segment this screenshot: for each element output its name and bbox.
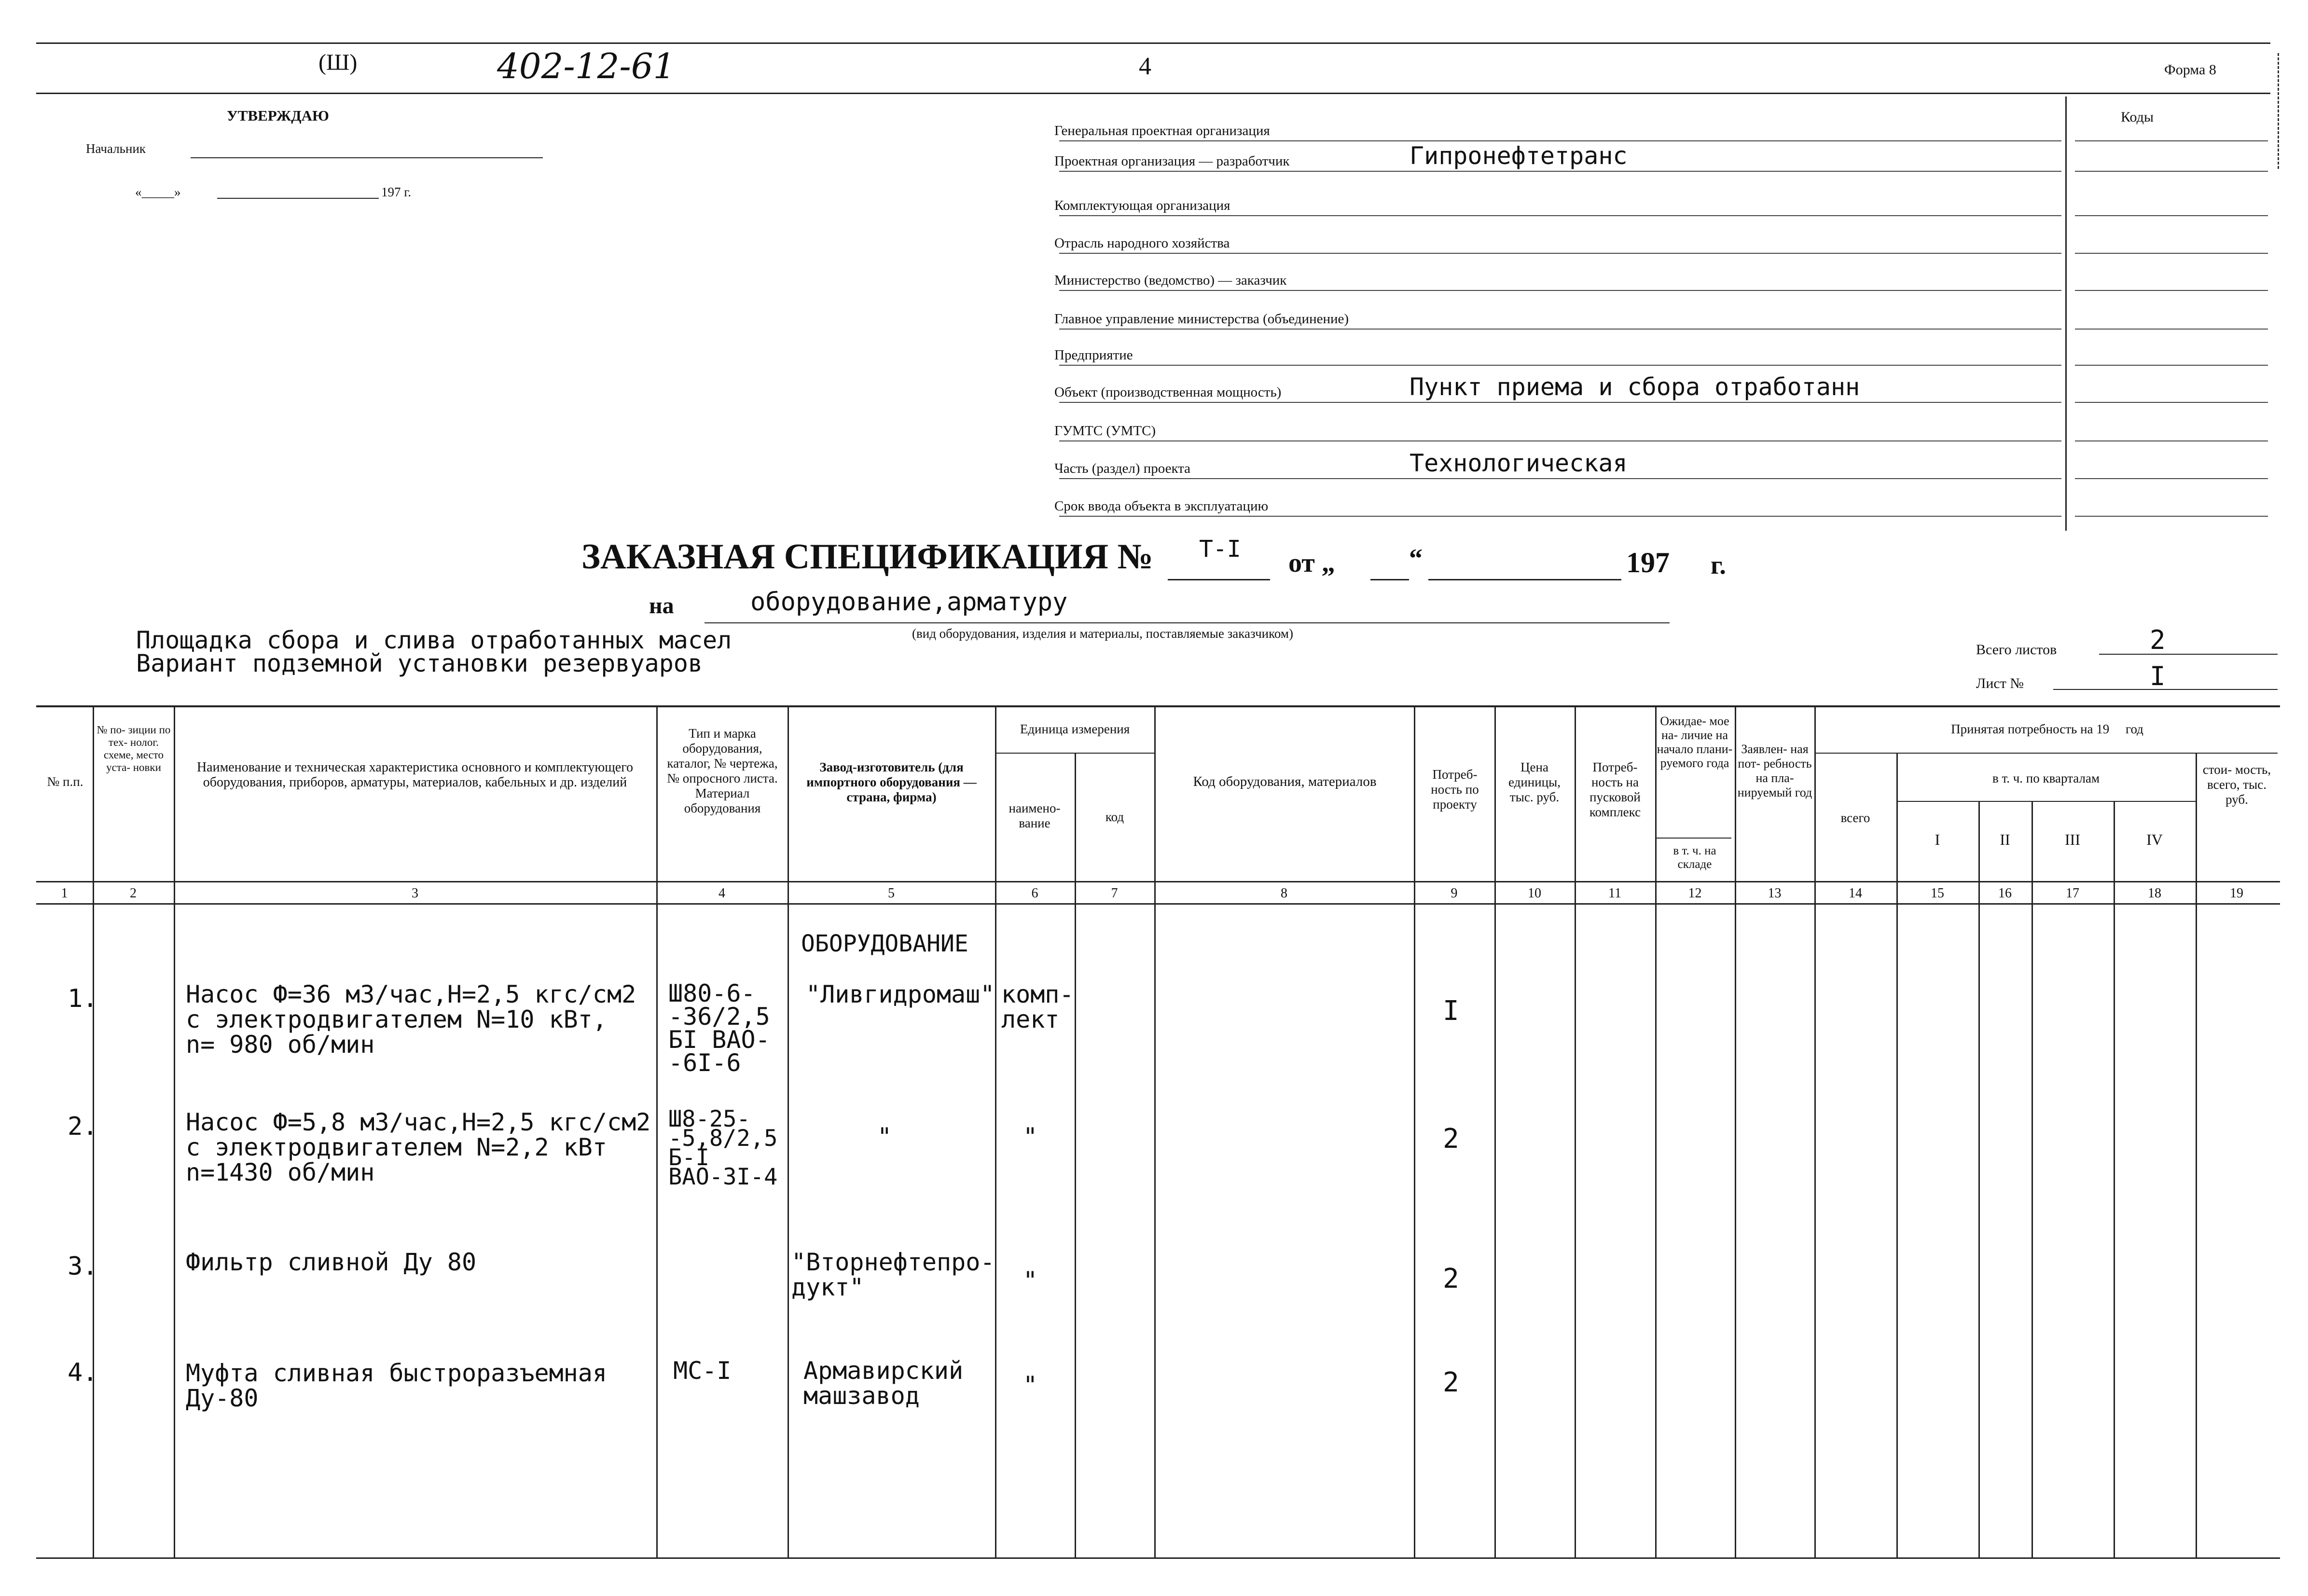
item-maker: " <box>877 1123 892 1151</box>
col-header-11: Потреб- ность на пусковой комплекс <box>1589 760 1641 819</box>
page-number: 4 <box>1139 53 1151 80</box>
column-number: 9 <box>1451 886 1458 901</box>
col-header-14: всего <box>1840 811 1870 825</box>
item-name: Насос Ф=5,8 м3/час,Н=2,5 кгс/см2 с электродвигателем N=2,2 кВт n=1430 об/мин <box>186 1108 651 1186</box>
sheet-mark: (Ш) <box>318 50 358 75</box>
col-header-19: стои- мость, всего, тыс. руб. <box>2202 762 2271 807</box>
code-line <box>2075 402 2268 403</box>
col-line-12 <box>1735 705 1736 1557</box>
item-qty: 2 <box>1443 1367 1459 1398</box>
item-maker: "Вторнефтепро- дукт" <box>791 1248 995 1301</box>
org-field-label: Комплектующая организация <box>1054 198 1230 213</box>
spec-month-line <box>1428 579 1621 580</box>
spec-subject-note: (вид оборудования, изделия и материалы, поставляемые заказчиком) <box>912 626 1293 641</box>
item-name: Насос Ф=36 м3/час,Н=2,5 кгс/см2 с электродвигателем N=10 кВт, n= 980 об/мин <box>186 980 636 1059</box>
code-line <box>2075 365 2268 366</box>
table-top-rule <box>36 705 2280 707</box>
col-line-5 <box>995 705 996 1557</box>
column-number: 1 <box>61 886 68 901</box>
col-header-12: Ожидае- мое на- личие на начало плани- руемого года <box>1657 714 1733 770</box>
col-header-2: № по- зиции по тех- нолог. схеме, место уста- новки <box>97 724 171 773</box>
quarters-group-rule <box>1896 801 2196 802</box>
org-field-label: Срок ввода объекта в эксплуатацию <box>1054 498 1269 514</box>
sheet-value: I <box>2150 661 2166 691</box>
col-line-10 <box>1575 705 1576 1557</box>
codes-header: Коды <box>2121 109 2154 125</box>
column-number: 19 <box>2230 886 2243 901</box>
org-field-line <box>1059 478 2061 479</box>
total-sheets-value: 2 <box>2150 625 2166 655</box>
col-header-7: код <box>1105 810 1124 824</box>
col-header-13: Заявлен- ная пот- ребность на пла- нируемый год <box>1737 742 1812 799</box>
sheet-label: Лист № <box>1976 675 2024 691</box>
item-type: Ш80-6- -36/2,5 БI ВАО- -6I-6 <box>668 979 770 1077</box>
form-label: Форма 8 <box>2164 62 2216 78</box>
org-field-value: Гипронефтетранс <box>1407 142 1631 170</box>
col-line-13 <box>1814 705 1816 1557</box>
column-number: 11 <box>1608 886 1621 901</box>
margin-dash <box>2278 53 2279 169</box>
col-header-16: II <box>2000 831 2010 848</box>
accepted-group-header: Принятая потребность на 19 год <box>1951 722 2143 736</box>
column-number: 12 <box>1688 886 1702 901</box>
column-number: 6 <box>1031 886 1038 901</box>
item-unit: " <box>1023 1371 1038 1399</box>
column-number: 3 <box>412 886 418 901</box>
org-field-line <box>1059 140 2061 141</box>
row-number: 1. <box>68 984 98 1013</box>
col-header-10: Цена единицы, тыс. руб. <box>1508 760 1561 804</box>
column-number: 16 <box>1998 886 2012 901</box>
spec-number-line <box>1168 579 1270 580</box>
item-type: МС-I <box>673 1357 732 1385</box>
col-line-7 <box>1154 705 1156 1557</box>
chief-label: Начальник <box>86 141 146 156</box>
column-number: 10 <box>1528 886 1541 901</box>
org-field-label: Предприятие <box>1054 347 1133 363</box>
row-number: 4. <box>68 1358 98 1387</box>
approve-date-line <box>217 198 379 199</box>
col-header-4: Тип и марка оборудования, каталог, № чертежа, № опросного листа. Материал оборудования <box>667 726 778 815</box>
col-line-16 <box>2032 801 2033 1557</box>
spec-g: г. <box>1711 550 1726 579</box>
top-rule <box>36 42 2270 44</box>
spec-title: ЗАКАЗНАЯ СПЕЦИФИКАЦИЯ № <box>581 537 1153 577</box>
org-field-line <box>1059 329 2061 330</box>
column-number: 5 <box>888 886 895 901</box>
item-name: Муфта сливная быстроразъемная Ду-80 <box>186 1359 607 1412</box>
column-number: 7 <box>1111 886 1118 901</box>
row-number: 2. <box>68 1112 98 1141</box>
org-field-line <box>1059 171 2061 172</box>
spec-year: 197 <box>1626 547 1670 578</box>
col-line-9 <box>1494 705 1496 1557</box>
item-type: Ш8-25- -5,8/2,5 Б-I ВАО-3I-4 <box>668 1106 778 1190</box>
col-header-12b: в т. ч. на складе <box>1673 844 1716 871</box>
org-field-label: Объект (производственная мощность) <box>1054 385 1282 400</box>
codes-divider <box>2065 96 2067 531</box>
org-field-line <box>1059 516 2061 517</box>
item-unit: " <box>1023 1123 1038 1151</box>
column-number: 8 <box>1281 886 1287 901</box>
c12-split-rule <box>1655 838 1731 839</box>
column-number: 17 <box>2066 886 2079 901</box>
org-field-label: Главное управление министерства (объединение) <box>1054 311 1349 327</box>
item-qty: 2 <box>1443 1263 1459 1294</box>
org-field-line <box>1059 440 2061 441</box>
org-field-label: ГУМТС (УМТС) <box>1054 423 1156 439</box>
column-number: 15 <box>1931 886 1944 901</box>
col-header-8: Код оборудования, материалов <box>1193 774 1377 789</box>
org-field-label: Генеральная проектная организация <box>1054 123 1270 138</box>
approve-title: УТВЕРЖДАЮ <box>227 107 329 124</box>
col-header-17: III <box>2065 831 2080 848</box>
col-line-8 <box>1414 705 1415 1557</box>
col-line-14 <box>1896 753 1898 1557</box>
col-header-1: № п.п. <box>47 774 83 789</box>
spec-subject-line <box>705 622 1670 623</box>
quarters-group-header: в т. ч. по кварталам <box>1992 771 2100 785</box>
code-line <box>2075 329 2268 330</box>
column-number: 2 <box>130 886 137 901</box>
col-line-6 <box>1075 753 1076 1557</box>
item-maker: "Ливгидромаш" <box>806 980 995 1008</box>
chief-line <box>191 157 543 158</box>
col-header-6: наимено- вание <box>1009 801 1061 830</box>
item-unit: комп- лект <box>1001 980 1074 1033</box>
col-header-9: Потреб- ность по проекту <box>1431 767 1479 812</box>
org-field-line <box>1059 253 2061 254</box>
org-field-value: Технологическая <box>1407 449 1631 477</box>
code-line <box>2075 215 2268 216</box>
spec-na: на <box>649 593 674 619</box>
spec-subject: оборудование,арматуру <box>750 588 1068 617</box>
col-line-15 <box>1978 801 1980 1557</box>
total-sheets-line <box>2099 654 2278 655</box>
org-field-label: Часть (раздел) проекта <box>1054 461 1191 476</box>
item-name: Фильтр сливной Ду 80 <box>186 1248 477 1276</box>
spec-number: Т-I <box>1199 536 1241 563</box>
section-label: ОБОРУДОВАНИЕ <box>801 930 968 957</box>
col-line-3 <box>656 705 658 1557</box>
table-colnum-rule <box>36 903 2280 905</box>
spec-from: от „ <box>1288 548 1335 578</box>
col-header-5: Завод-изготовитель (для импортного оборудования — страна, фирма) <box>806 760 977 804</box>
column-number: 13 <box>1768 886 1782 901</box>
column-number: 14 <box>1849 886 1862 901</box>
col-header-15: I <box>1935 831 1940 848</box>
column-number: 4 <box>719 886 725 901</box>
item-maker: Армавирский машзавод <box>803 1357 964 1410</box>
col-line-4 <box>788 705 789 1557</box>
code-line <box>2075 440 2268 441</box>
item-qty: I <box>1443 995 1459 1027</box>
column-number: 18 <box>2148 886 2161 901</box>
site-line-1: Площадка сбора и слива отработанных масел <box>136 626 732 654</box>
code-line <box>2075 253 2268 254</box>
spec-quote: “ <box>1409 544 1423 574</box>
col-header-3: Наименование и техническая характеристика основного и комплектующего оборудования, приборов, арматуры, материалов, кабельных и др. изделий <box>196 760 634 790</box>
col-line-11 <box>1655 705 1657 1557</box>
col-line-17 <box>2114 801 2115 1557</box>
item-unit: " <box>1023 1266 1038 1294</box>
table-bottom-rule <box>36 1557 2280 1559</box>
col-line-2 <box>174 705 175 1557</box>
total-sheets-label: Всего листов <box>1976 642 2057 658</box>
org-field-label: Проектная организация — разработчик <box>1054 153 1290 169</box>
code-line <box>2075 171 2268 172</box>
org-field-line <box>1059 365 2061 366</box>
code-line <box>2075 290 2268 291</box>
row-number: 3. <box>68 1252 98 1281</box>
col-line-18 <box>2196 753 2197 1557</box>
site-line-2: Вариант подземной установки резервуаров <box>136 649 703 677</box>
spec-day-line <box>1370 579 1409 580</box>
item-qty: 2 <box>1443 1123 1459 1155</box>
code-line <box>2075 516 2268 517</box>
code-line <box>2075 478 2268 479</box>
unit-group-header: Единица измерения <box>1020 722 1130 736</box>
header-rule <box>36 93 2270 94</box>
org-field-line <box>1059 290 2061 291</box>
org-field-value: Пункт приема и сбора отработанн <box>1407 373 1863 401</box>
approve-date: «_____» <box>135 185 181 199</box>
col-header-18: IV <box>2146 831 2163 848</box>
approve-year: 197 г. <box>381 185 412 199</box>
document-code: 402-12-61 <box>497 46 676 86</box>
accepted-group-rule <box>1814 753 2278 754</box>
code-line <box>2075 140 2268 141</box>
org-field-line <box>1059 215 2061 216</box>
table-header-rule <box>36 881 2280 882</box>
org-field-label: Отрасль народного хозяйства <box>1054 235 1230 251</box>
org-field-line <box>1059 402 2061 403</box>
org-field-label: Министерство (ведомство) — заказчик <box>1054 273 1287 288</box>
